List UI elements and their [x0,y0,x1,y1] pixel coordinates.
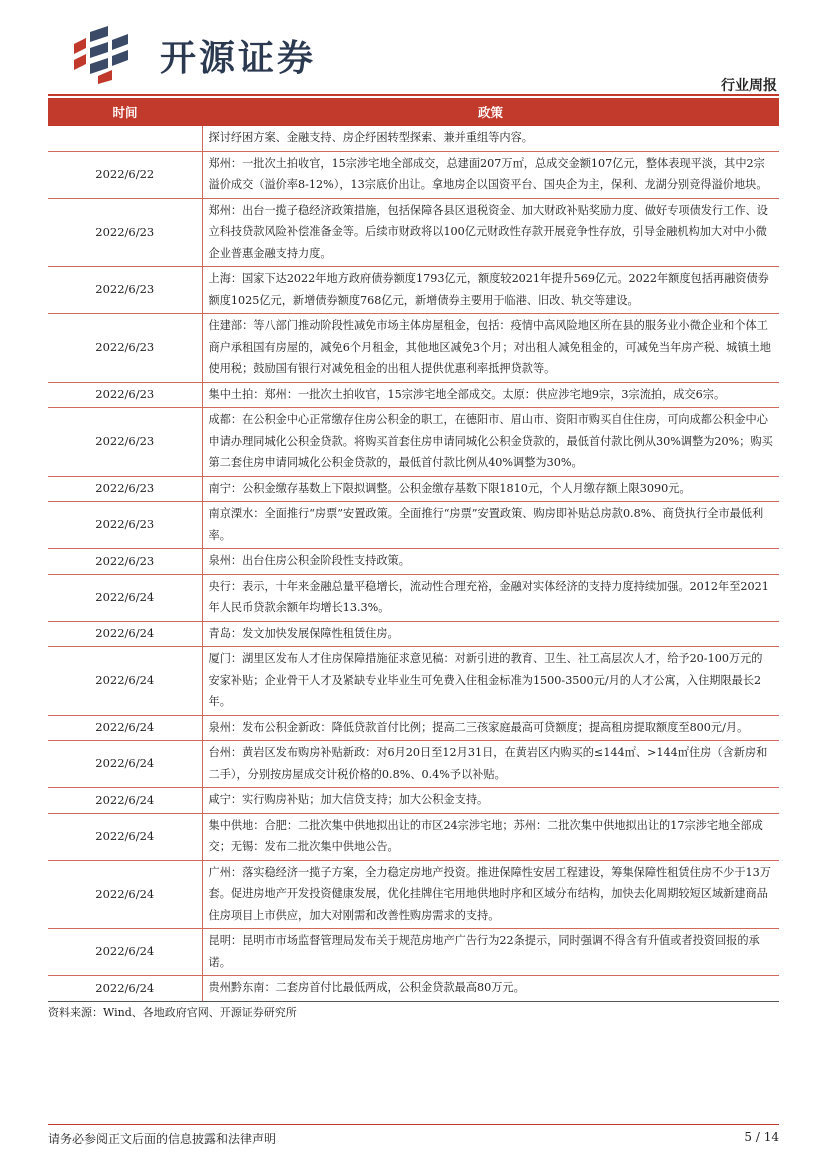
table-row [48,741,779,788]
row-date [48,126,202,151]
row-date: 2022/6/23 [48,267,202,314]
row-policy: 咸宁：实行购房补贴；加大信贷支持；加大公积金支持。 [202,788,779,814]
row-policy: 广州：落实稳经济一揽子方案，全力稳定房地产投资。推进保障性安居工程建设，筹集保障性租赁住房不少于13万套。促进房地产开发投资健康发展，优化挂牌住宅用地供地时序和区域分布结构，加快去化周期较短区域新建商品住房项目上市供应，加大对刚需和改善性购房需求的支持。 [202,860,779,929]
row-policy: 南宁：公积金缴存基数上下限拟调整。公积金缴存基数下限1810元，个人月缴存额上限3090元。 [202,476,779,502]
row-policy: 央行：表示，十年来金融总量平稳增长，流动性合理充裕，金融对实体经济的支持力度持续加强。2012年至2021年人民币贷款余额年均增长13.3%。 [202,574,779,621]
row-policy: 集中供地：合肥：二批次集中供地拟出让的市区24宗涉宅地；苏州：二批次集中供地拟出让的17宗涉宅地全部成交；无锡：发布二批次集中供地公告。 [202,813,779,860]
source-note: 资料来源：Wind、各地政府官网、开源证券研究所 [48,1006,297,1019]
table-row [48,502,779,549]
row-policy: 上海：国家下达2022年地方政府债券额度1793亿元，额度较2021年提升569亿元。2022年额度包括再融资债券额度1025亿元，新增债券额度768亿元，新增债券主要用于临港、旧改、轨交等建设。 [202,267,779,314]
policy-table [48,98,779,1002]
row-policy: 泉州：发布公积金新政：降低贷款首付比例；提高二三孩家庭最高可贷额度；提高租房提取额度至800元/月。 [202,715,779,741]
brand-name: 开源证券 [160,38,317,79]
row-date: 2022/6/24 [48,929,202,976]
column-header-policy: 政策 [202,98,779,126]
row-policy: 台州：黄岩区发布购房补贴新政：对6月20日至12月31日，在黄岩区内购买的≤144㎡、>144㎡住房（含新房和二手），分别按房屋成交计税价格的0.8%、0.4%予以补贴。 [202,741,779,788]
table-header-row [48,98,779,126]
table-row [48,929,779,976]
row-date: 2022/6/24 [48,788,202,814]
row-policy: 南京溧水：全面推行“房票”安置政策。全面推行“房票”安置政策、购房即补贴总房款0.8%、商贷执行全市最低利率。 [202,502,779,549]
table-row [48,574,779,621]
page-header [48,20,779,96]
footer-divider [48,1124,779,1125]
row-date: 2022/6/23 [48,314,202,383]
row-date: 2022/6/23 [48,198,202,267]
report-type: 行业周报 [721,78,777,94]
row-date: 2022/6/24 [48,976,202,1002]
table-row [48,860,779,929]
row-date: 2022/6/23 [48,549,202,575]
row-policy: 郑州：出台一揽子稳经济政策措施，包括保障各县区退税资金、加大财政补贴奖励力度、做好专项债发行工作、设立科技贷款风险补偿准备金等。后续市财政将以100亿元财政性存款开展竞争性存放，引导金融机构加大对中小微企业普惠金融支持力度。 [202,198,779,267]
header-divider [48,94,779,96]
row-policy: 住建部：等八部门推动阶段性减免市场主体房屋租金，包括：疫情中高风险地区所在县的服务业小微企业和个体工商户承租国有房屋的，减免6个月租金，其他地区减免3个月；对出租人减免租金的，可减免当年房产税、城镇土地使用税；鼓励国有银行对减免租金的出租人提供优惠利率抵押贷款等。 [202,314,779,383]
table-row [48,813,779,860]
row-date: 2022/6/24 [48,813,202,860]
table-row [48,408,779,477]
row-policy: 昆明：昆明市市场监督管理局发布关于规范房地产广告行为22条提示，同时强调不得含有升值或者投资回报的承诺。 [202,929,779,976]
disclaimer-note: 请务必参阅正文后面的信息披露和法律声明 [48,1132,277,1146]
table-row [48,126,779,151]
row-policy: 成都：在公积金中心正常缴存住房公积金的职工，在德阳市、眉山市、资阳市购买自住住房，可向成都公积金中心申请办理同城化公积金贷款。将购买首套住房申请同城化公积金贷款的，最低首付款比例从30%调整为20%；购买第二套住房申请同城化公积金贷款的，最低首付款比例从40%调整为30%。 [202,408,779,477]
table-row [48,976,779,1002]
table-row [48,647,779,716]
row-date: 2022/6/22 [48,151,202,198]
policy-table-container [48,98,779,1002]
row-date: 2022/6/23 [48,502,202,549]
row-policy: 郑州：一批次土拍收官，15宗涉宅地全部成交，总建面207万㎡，总成交金额107亿元，整体表现平淡，其中2宗溢价成交（溢价率8-12%），13宗底价出让。拿地房企以国资平台、国央企为主，保利、龙湖分别竞得溢价地块。 [202,151,779,198]
row-date: 2022/6/24 [48,574,202,621]
row-policy: 青岛：发文加快发展保障性租赁住房。 [202,621,779,647]
table-row [48,715,779,741]
kaiyuan-logo-icon [68,26,132,84]
row-date: 2022/6/24 [48,647,202,716]
row-policy: 泉州：出台住房公积金阶段性支持政策。 [202,549,779,575]
row-policy: 贵州黔东南：二套房首付比最低两成，公积金贷款最高80万元。 [202,976,779,1002]
row-date: 2022/6/23 [48,408,202,477]
row-date: 2022/6/24 [48,741,202,788]
column-header-time: 时间 [48,98,202,126]
table-row [48,621,779,647]
row-policy: 厦门：湖里区发布人才住房保障措施征求意见稿：对新引进的教育、卫生、社工高层次人才，给予20-100万元的安家补贴；企业骨干人才及紧缺专业毕业生可免费入住租金标准为1500-3500元/月的人才公寓，入住期限最长2年。 [202,647,779,716]
row-date: 2022/6/24 [48,860,202,929]
table-row [48,549,779,575]
row-date: 2022/6/24 [48,621,202,647]
table-row [48,314,779,383]
row-date: 2022/6/23 [48,476,202,502]
row-date: 2022/6/23 [48,382,202,408]
table-row [48,151,779,198]
row-date: 2022/6/24 [48,715,202,741]
table-row [48,382,779,408]
table-row [48,198,779,267]
table-row [48,476,779,502]
row-policy: 集中土拍：郑州：一批次土拍收官，15宗涉宅地全部成交。太原：供应涉宅地9宗，3宗流拍，成交6宗。 [202,382,779,408]
row-policy: 探讨纾困方案、金融支持、房企纾困转型探索、兼并重组等内容。 [202,126,779,151]
table-row [48,267,779,314]
page-number: 5 / 14 [744,1130,779,1144]
table-row [48,788,779,814]
